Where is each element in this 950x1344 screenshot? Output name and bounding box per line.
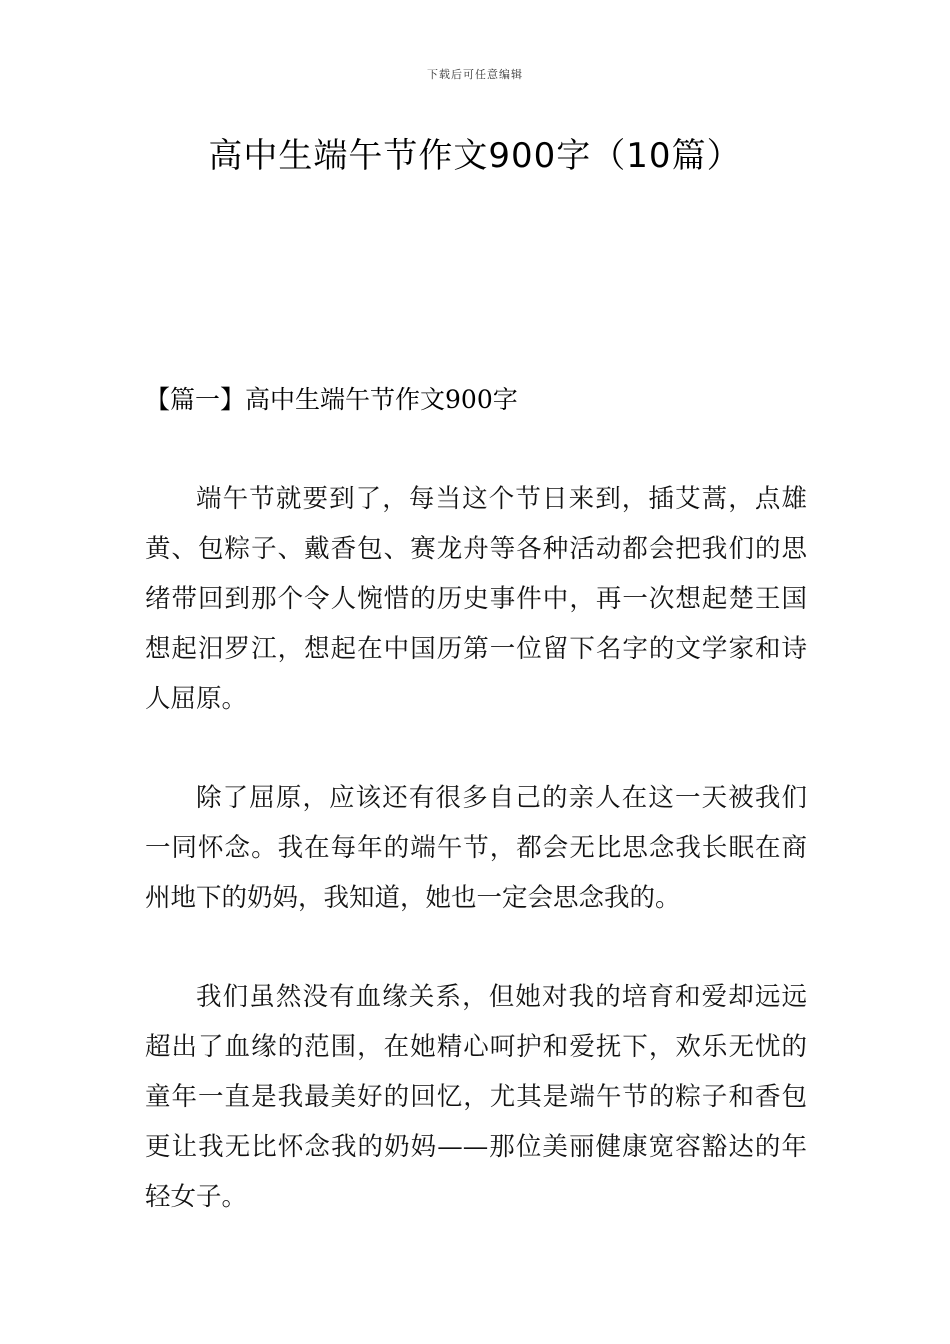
page-header-note: 下载后可任意编辑 [427,68,523,81]
section-heading: 【篇一】高中生端午节作文900字 [145,385,518,414]
essay-body [145,474,807,1271]
paragraph-1: 端午节就要到了，每当这个节日来到，插艾蒿，点雄黄、包粽子、戴香包、赛龙舟等各种活动都会把我们的思绪带回到那个令人惋惜的历史事件中，再一次想起楚王国想起汨罗江，想起在中国历第一位留下名字的文学家和诗人屈原。 [145,484,807,714]
document-title: 高中生端午节作文900字（10篇） [208,136,742,176]
paragraph-3: 我们虽然没有血缘关系，但她对我的培育和爱却远远超出了血缘的范围，在她精心呵护和爱抚下，欢乐无忧的童年一直是我最美好的回忆，尤其是端午节的粽子和香包更让我无比怀念我的奶妈——那位美丽健康宽容豁达的年轻女子。 [145,982,807,1212]
paragraph-2: 除了屈原，应该还有很多自己的亲人在这一天被我们一同怀念。我在每年的端午节，都会无比思念我长眠在商州地下的奶妈，我知道，她也一定会思念我的。 [145,783,807,913]
